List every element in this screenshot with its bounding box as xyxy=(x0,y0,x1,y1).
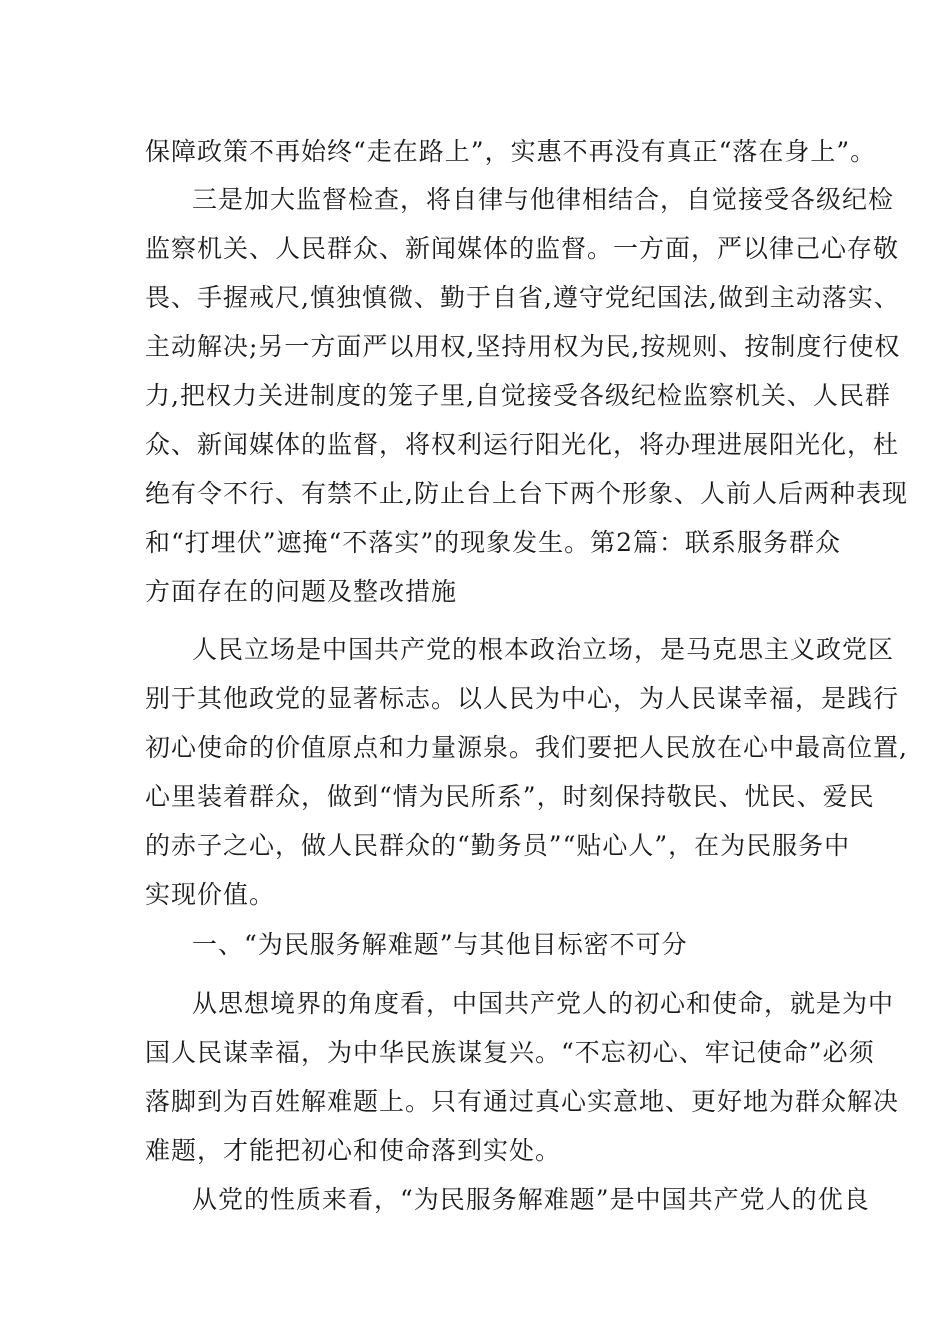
text-line: 别于其他政党的显著标志。以人民为中心，为人民谋幸福，是践行 xyxy=(145,684,900,713)
text-line: 初心使命的价值原点和力量源泉。我们要把人民放在心中最高位置, xyxy=(145,733,908,762)
text-line: 力,把权力关进制度的笼子里,自觉接受各级纪检监察机关、人民群 xyxy=(145,381,891,410)
text-line: 人民立场是中国共产党的根本政治立场，是马克思主义政党区 xyxy=(192,635,895,664)
text-line: 国人民谋幸福，为中华民族谋复兴。“不忘初心、牢记使命”必须 xyxy=(145,1038,875,1067)
text-line: 方面存在的问题及整改措施 xyxy=(145,577,458,606)
text-line: 主动解决;另一方面严以用权,坚持用权为民,按规则、按制度行使权 xyxy=(145,332,901,361)
text-line: 畏、手握戒尺,慎独慎微、勤于自省,遵守党纪国法,做到主动落实、 xyxy=(145,283,900,312)
text-line: 从党的性质来看，“为民服务解难题”是中国共产党人的优良 xyxy=(192,1185,870,1214)
text-line: 保障政策不再始终“走在路上”，实惠不再没有真正“落在身上”。 xyxy=(145,137,877,166)
text-line: 三是加大监督检查，将自律与他律相结合，自觉接受各级纪检 xyxy=(192,185,895,214)
text-line: 和“打埋伏”遮掩“不落实”的现象发生。第2篇：联系服务群众 xyxy=(145,528,842,557)
text-line: 从思想境界的角度看，中国共产党人的初心和使命，就是为中 xyxy=(192,989,895,1018)
text-line: 众、新闻媒体的监督，将权利运行阳光化，将办理进展阳光化，杜 xyxy=(145,430,900,459)
text-line: 心里装着群众，做到“情为民所系”，时刻保持敬民、忧民、爱民 xyxy=(145,782,875,811)
text-line: 落脚到为百姓解难题上。只有通过真心实意地、更好地为群众解决 xyxy=(145,1087,900,1116)
text-line: 难题，才能把初心和使命落到实处。 xyxy=(145,1136,562,1165)
text-line: 监察机关、人民群众、新闻媒体的监督。一方面，严以律己心存敬 xyxy=(145,234,900,263)
section-heading: 一、“为民服务解难题”与其他目标密不可分 xyxy=(192,930,688,959)
text-line: 绝有令不行、有禁不止,防止台上台下两个形象、人前人后两种表现 xyxy=(145,479,908,508)
text-line: 实现价值。 xyxy=(145,880,276,909)
text-line: 的赤子之心，做人民群众的“勤务员”“贴心人”，在为民服务中 xyxy=(145,831,851,860)
